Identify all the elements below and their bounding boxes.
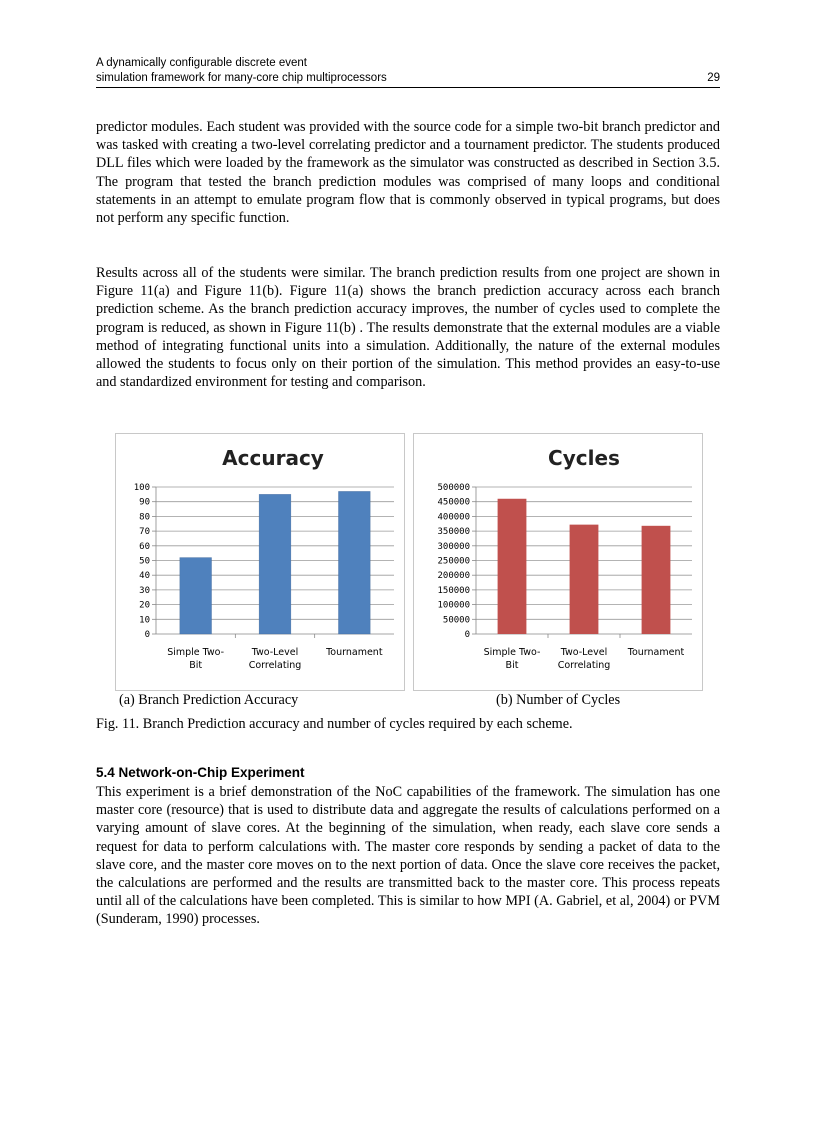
y-tick-label: 500000 [437,483,470,493]
x-tick-label: Simple Two- [167,647,225,658]
y-tick-label: 300000 [437,541,470,552]
x-tick-label: Bit [189,660,203,671]
y-tick-label: 150000 [437,585,470,596]
subcaption-b: (b) Number of Cycles [496,692,621,708]
paragraph-noc-experiment: This experiment is a brief demonstration of the NoC capabilities of the framework. The simulation has one master core (resource) that is used to distribute data and aggregate the results of calculations performed on a varying amount of slave cores. At the beginning of the simulation, when ready, each slave core sends a request for data to perform calculations with. The master core responds by sending a packet of data to the slave core, and the master core moves on to the next portion of data. Once the slave core receives the packet, the calculations are performed and the results are transmitted back to the master core. This process repeats until all of the calculations have been completed. This is similar to how MPI (A. Gabriel, et al, 2004) or PVM (Sunderam, 1990) processes. [96,784,720,928]
bar-1 [259,494,291,634]
y-tick-label: 10 [139,615,150,626]
x-tick-label: Tournament [326,647,383,658]
y-tick-label: 450000 [437,497,470,508]
y-tick-label: 40 [139,571,150,582]
chart-title: Accuracy [222,446,324,470]
header-title-line-1: A dynamically configurable discrete event [96,57,307,69]
running-header [96,56,720,86]
x-tick-label: Correlating [557,660,611,671]
y-tick-label: 50000 [442,615,470,626]
bar-0 [180,558,212,634]
x-tick-label: Tournament [627,647,685,658]
bar-0 [498,499,527,634]
paragraph-results: Results across all of the students were similar. The branch prediction results from one project are shown in Figure 11(a) and Figure 11(b). Figure 11(a) shows the branch prediction accuracy across each branch prediction scheme. As the branch prediction accuracy improves, the number of cycles used to complete the program is reduced, as shown in Figure 11(b) . The results demonstrate that the external modules are a viable method of integrating functional units into a simulation. Additionally, the nature of the external modules allowed the students to focus only on their portion of the simulation. This method provides an easy-to-use and standardized environment for testing and comparison. [96,265,720,391]
subcaption-a: (a) Branch Prediction Accuracy [119,692,299,708]
y-tick-label: 400000 [437,512,470,523]
y-tick-label: 200000 [437,571,470,582]
y-tick-label: 100000 [437,600,470,611]
y-tick-label: 30 [139,585,150,596]
y-tick-label: 80 [139,512,150,523]
page-number: 29 [707,72,720,84]
y-tick-label: 0 [144,630,150,640]
header-title-line-2: simulation framework for many-core chip multiprocessors [96,72,387,84]
x-tick-label: Bit [505,660,519,671]
y-tick-label: 350000 [437,527,470,538]
y-tick-label: 0 [464,630,470,640]
bar-2 [642,526,671,634]
bar-1 [570,525,599,634]
paragraph-predictor-modules: predictor modules. Each student was provided with the source code for a simple two-bit branch predictor and was tasked with creating a two-level correlating predictor and a tournament predictor. The students produced DLL files which were loaded by the framework as the simulator was constructed as described in Section 3.5. The program that tested the branch prediction modules was comprised of many loops and conditional statements in an attempt to emulate program flow that is commonly observed in typical programs, but does not perform any specific function. [96,119,720,227]
y-tick-label: 70 [139,527,150,538]
figure-accuracy-chart [115,433,405,691]
x-tick-label: Simple Two- [483,647,541,658]
section-heading: 5.4 Network-on-Chip Experiment [96,765,305,780]
y-tick-label: 60 [139,541,150,552]
x-tick-label: Two-Level [560,647,608,658]
figure-caption: Fig. 11. Branch Prediction accuracy and number of cycles required by each scheme. [96,716,573,732]
x-tick-label: Two-Level [251,647,299,658]
y-tick-label: 50 [139,556,150,567]
figure-cycles-chart [413,433,703,691]
bar-2 [338,491,370,634]
header-rule [96,87,720,88]
chart-title: Cycles [548,446,620,470]
accuracy-bar-chart [116,434,406,692]
y-tick-label: 90 [139,497,150,508]
y-tick-label: 100 [133,483,150,493]
cycles-bar-chart [414,434,704,692]
y-tick-label: 250000 [437,556,470,567]
y-tick-label: 20 [139,600,150,611]
x-tick-label: Correlating [248,660,302,671]
